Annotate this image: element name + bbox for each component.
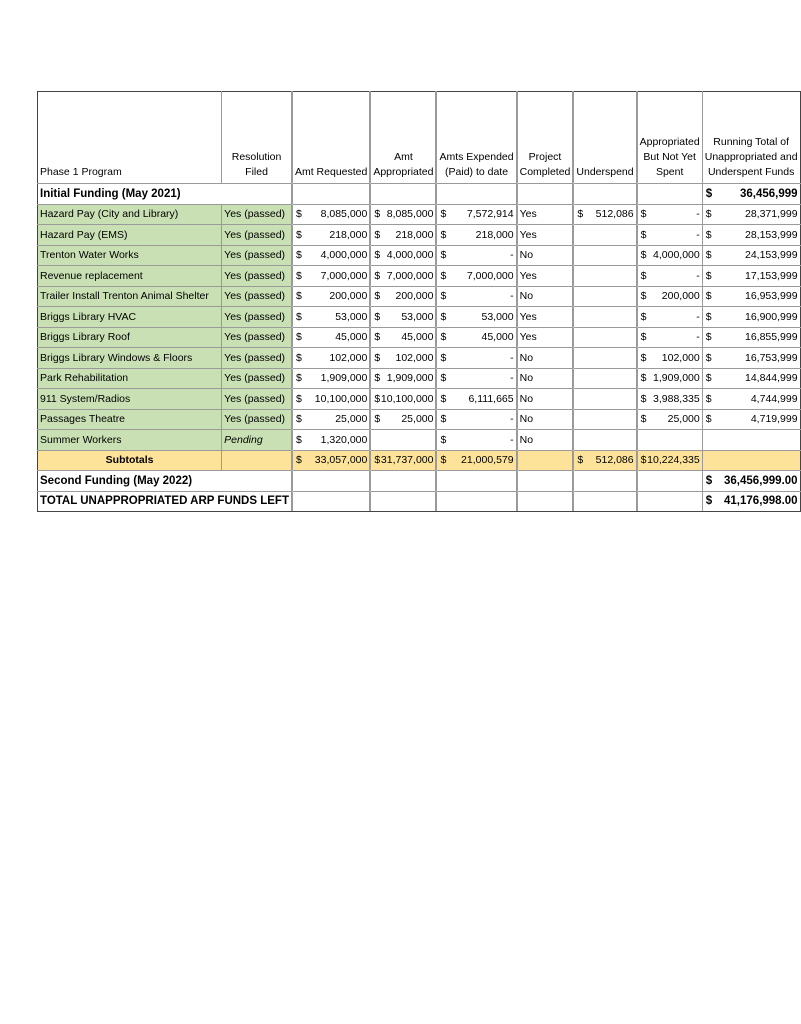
amount-expended: -	[510, 433, 514, 446]
project-completed: Yes	[517, 266, 573, 287]
project-completed: No	[517, 245, 573, 266]
amount-expended: -	[510, 249, 514, 262]
project-completed: No	[517, 368, 573, 389]
amount-requested: 7,000,000	[320, 269, 368, 282]
not-yet-spent: 1,909,000	[653, 372, 700, 385]
header-program: Phase 1 Program	[38, 92, 222, 184]
subtotals-row	[38, 450, 801, 471]
program-name: Trenton Water Works	[38, 245, 222, 266]
amount-appropriated-currency: $	[374, 331, 381, 344]
amount-expended: -	[510, 372, 514, 385]
total-unappropriated-row	[38, 491, 801, 512]
project-completed: No	[517, 348, 573, 369]
table-row	[38, 225, 801, 246]
table-row	[38, 286, 801, 307]
resolution-status: Yes (passed)	[222, 266, 292, 287]
amount-appropriated: 4,000,000	[386, 249, 434, 262]
total-unappropriated-amount: 41,176,998.00	[724, 495, 798, 508]
subtotal-requested: 33,057,000	[314, 454, 368, 467]
header-row	[38, 92, 801, 184]
total-unappropriated-label: TOTAL UNAPPROPRIATED ARP FUNDS LEFT	[38, 491, 292, 512]
initial-funding-currency: $	[705, 187, 713, 200]
program-name: Hazard Pay (City and Library)	[38, 204, 222, 225]
table-row	[38, 348, 801, 369]
not-yet-spent-currency: $	[640, 351, 647, 364]
subtotal-appropriated-currency: $	[374, 454, 381, 467]
resolution-status: Yes (passed)	[222, 327, 292, 348]
amount-appropriated-currency: $	[374, 208, 381, 221]
amount-appropriated: 1,909,000	[386, 372, 434, 385]
subtotal-expended: 21,000,579	[461, 454, 514, 467]
amount-requested-currency: $	[295, 249, 302, 262]
amount-appropriated-currency: $	[374, 413, 381, 426]
resolution-status: Yes (passed)	[222, 204, 292, 225]
project-completed: No	[517, 389, 573, 410]
amount-expended: -	[510, 290, 514, 303]
resolution-status: Yes (passed)	[222, 307, 292, 328]
header-running-total: Running Total of Unappropriated and Underspent Funds	[702, 92, 800, 184]
project-completed: Yes	[517, 225, 573, 246]
program-name: Trailer Install Trenton Animal Shelter	[38, 286, 222, 307]
subtotal-requested-currency: $	[295, 454, 302, 467]
amount-requested-currency: $	[295, 269, 302, 282]
header-requested: Amt Requested	[292, 92, 369, 184]
not-yet-spent: 200,000	[661, 290, 700, 303]
not-yet-spent-currency: $	[640, 208, 647, 221]
program-name: Hazard Pay (EMS)	[38, 225, 222, 246]
program-name: Passages Theatre	[38, 409, 222, 430]
not-yet-spent: 25,000	[667, 413, 700, 426]
table-row	[38, 204, 801, 225]
amount-requested: 8,085,000	[320, 208, 368, 221]
not-yet-spent: 4,000,000	[653, 249, 700, 262]
amount-expended: 7,572,914	[466, 208, 514, 221]
amount-requested-currency: $	[295, 331, 302, 344]
amount-requested-currency: $	[295, 433, 302, 446]
table-row	[38, 368, 801, 389]
amount-expended-currency: $	[440, 392, 447, 405]
table-row	[38, 430, 801, 451]
project-completed: No	[517, 409, 573, 430]
amount-appropriated-currency: $	[374, 228, 381, 241]
running-total-currency: $	[705, 208, 712, 221]
underspend-currency: $	[577, 208, 584, 221]
amount-appropriated: 10,100,000	[380, 392, 434, 405]
second-funding-label: Second Funding (May 2022)	[38, 471, 292, 492]
amount-requested-currency: $	[295, 413, 302, 426]
header-completed: Project Completed	[517, 92, 573, 184]
running-total: 28,371,999	[745, 208, 798, 221]
subtotal-not-spent: 10,224,335	[647, 454, 700, 467]
amount-appropriated-currency: $	[374, 310, 381, 323]
amount-expended-currency: $	[440, 372, 447, 385]
table-row	[38, 307, 801, 328]
amount-appropriated-currency: $	[374, 269, 381, 282]
running-total: 16,753,999	[745, 351, 798, 364]
not-yet-spent-currency: $	[640, 331, 647, 344]
running-total: 4,719,999	[750, 413, 798, 426]
amount-requested: 10,100,000	[314, 392, 368, 405]
amount-appropriated: 45,000	[401, 331, 434, 344]
not-yet-spent-currency: $	[640, 392, 647, 405]
amount-appropriated-currency: $	[374, 249, 381, 262]
amount-expended: 6,111,665	[468, 392, 514, 405]
subtotal-underspend: 512,086	[595, 454, 634, 467]
resolution-status: Yes (passed)	[222, 389, 292, 410]
header-not-spent: Appropriated But Not Yet Spent	[637, 92, 702, 184]
table-row	[38, 327, 801, 348]
not-yet-spent-currency: $	[640, 228, 647, 241]
project-completed: Yes	[517, 204, 573, 225]
resolution-status: Yes (passed)	[222, 245, 292, 266]
running-total: 4,744,999	[750, 392, 798, 405]
resolution-status: Yes (passed)	[222, 286, 292, 307]
running-total-currency: $	[705, 413, 712, 426]
amount-expended-currency: $	[440, 228, 447, 241]
amount-requested-currency: $	[295, 372, 302, 385]
amount-appropriated: 200,000	[395, 290, 434, 303]
header-appropriated: Amt Appropriated	[371, 92, 436, 184]
resolution-status: Pending	[222, 430, 292, 451]
program-name: 911 System/Radios	[38, 389, 222, 410]
resolution-status: Yes (passed)	[222, 348, 292, 369]
project-completed: Yes	[517, 307, 573, 328]
running-total: 16,953,999	[745, 290, 798, 303]
initial-funding-row	[38, 184, 801, 205]
running-total: 28,153,999	[745, 228, 798, 241]
amount-appropriated-currency: $	[374, 392, 381, 405]
amount-expended-currency: $	[440, 208, 447, 221]
amount-expended-currency: $	[440, 331, 447, 344]
project-completed: Yes	[517, 327, 573, 348]
running-total-currency: $	[705, 249, 712, 262]
running-total: 16,855,999	[745, 331, 798, 344]
amount-requested: 4,000,000	[320, 249, 368, 262]
table-row	[38, 389, 801, 410]
amount-appropriated: 102,000	[395, 351, 434, 364]
not-yet-spent-currency: $	[640, 372, 647, 385]
amount-expended-currency: $	[440, 433, 447, 446]
underspend: 512,086	[595, 208, 634, 221]
program-name: Summer Workers	[38, 430, 222, 451]
running-total-currency: $	[705, 351, 712, 364]
amount-requested: 45,000	[335, 331, 368, 344]
amount-appropriated-currency: $	[374, 351, 381, 364]
header-resolution: Resolution Filed	[222, 92, 292, 184]
amount-requested: 53,000	[335, 310, 368, 323]
amount-requested: 218,000	[329, 228, 368, 241]
running-total: 24,153,999	[745, 249, 798, 262]
not-yet-spent-currency: $	[640, 310, 647, 323]
subtotals-label: Subtotals	[38, 450, 222, 471]
not-yet-spent: -	[696, 269, 700, 282]
amount-requested: 200,000	[329, 290, 368, 303]
amount-appropriated: 25,000	[401, 413, 434, 426]
second-funding-row	[38, 471, 801, 492]
initial-funding-label: Initial Funding (May 2021)	[38, 184, 292, 205]
amount-expended-currency: $	[440, 290, 447, 303]
amount-expended: 7,000,000	[466, 269, 514, 282]
amount-expended: -	[510, 351, 514, 364]
amount-requested: 1,909,000	[320, 372, 368, 385]
total-unappropriated-currency: $	[705, 495, 713, 508]
amount-requested: 102,000	[329, 351, 368, 364]
program-name: Briggs Library HVAC	[38, 307, 222, 328]
amount-appropriated: 53,000	[401, 310, 434, 323]
running-total-currency: $	[705, 269, 712, 282]
amount-expended: 53,000	[481, 310, 514, 323]
table-row	[38, 245, 801, 266]
running-total: 16,900,999	[745, 310, 798, 323]
program-name: Briggs Library Windows & Floors	[38, 348, 222, 369]
table-row	[38, 409, 801, 430]
not-yet-spent-currency: $	[640, 290, 647, 303]
amount-expended-currency: $	[440, 351, 447, 364]
second-funding-amount: 36,456,999.00	[724, 474, 798, 487]
subtotal-not-spent-currency: $	[640, 454, 647, 467]
amount-expended: 218,000	[475, 228, 514, 241]
resolution-status: Yes (passed)	[222, 225, 292, 246]
running-total-currency: $	[705, 372, 712, 385]
header-underspend: Underspend	[574, 92, 636, 184]
amount-requested: 1,320,000	[320, 433, 368, 446]
not-yet-spent: -	[696, 208, 700, 221]
amount-appropriated: 8,085,000	[386, 208, 434, 221]
amount-requested-currency: $	[295, 351, 302, 364]
resolution-status: Yes (passed)	[222, 409, 292, 430]
program-name: Revenue replacement	[38, 266, 222, 287]
amount-requested-currency: $	[295, 228, 302, 241]
program-name: Briggs Library Roof	[38, 327, 222, 348]
not-yet-spent-currency: $	[640, 269, 647, 282]
amount-requested-currency: $	[295, 290, 302, 303]
header-expended: Amts Expended (Paid) to date	[437, 92, 516, 184]
running-total-currency: $	[705, 290, 712, 303]
amount-expended: -	[510, 413, 514, 426]
not-yet-spent: -	[696, 228, 700, 241]
amount-expended-currency: $	[440, 269, 447, 282]
amount-requested-currency: $	[295, 208, 302, 221]
running-total-currency: $	[705, 331, 712, 344]
project-completed: No	[517, 430, 573, 451]
project-completed: No	[517, 286, 573, 307]
amount-appropriated: 7,000,000	[386, 269, 434, 282]
running-total-currency: $	[705, 228, 712, 241]
amount-requested-currency: $	[295, 392, 302, 405]
running-total-currency: $	[705, 392, 712, 405]
amount-appropriated-currency: $	[374, 372, 381, 385]
amount-expended-currency: $	[440, 310, 447, 323]
amount-appropriated: 218,000	[395, 228, 434, 241]
resolution-status: Yes (passed)	[222, 368, 292, 389]
running-total: 14,844,999	[745, 372, 798, 385]
not-yet-spent: -	[696, 331, 700, 344]
not-yet-spent: -	[696, 310, 700, 323]
amount-requested-currency: $	[295, 310, 302, 323]
funding-table	[37, 91, 801, 512]
amount-expended-currency: $	[440, 413, 447, 426]
program-name: Park Rehabilitation	[38, 368, 222, 389]
running-total: 17,153,999	[745, 269, 798, 282]
running-total-currency: $	[705, 310, 712, 323]
not-yet-spent: 3,988,335	[653, 392, 700, 405]
not-yet-spent: 102,000	[661, 351, 700, 364]
not-yet-spent-currency: $	[640, 413, 647, 426]
second-funding-currency: $	[705, 474, 713, 487]
subtotal-appropriated: 31,737,000	[380, 454, 434, 467]
subtotal-underspend-currency: $	[577, 454, 584, 467]
initial-funding-amount: 36,456,999	[740, 187, 798, 200]
subtotal-expended-currency: $	[440, 454, 447, 467]
amount-appropriated-currency: $	[374, 290, 381, 303]
table-row	[38, 266, 801, 287]
amount-requested: 25,000	[335, 413, 368, 426]
amount-expended-currency: $	[440, 249, 447, 262]
not-yet-spent-currency: $	[640, 249, 647, 262]
amount-expended: 45,000	[481, 331, 514, 344]
